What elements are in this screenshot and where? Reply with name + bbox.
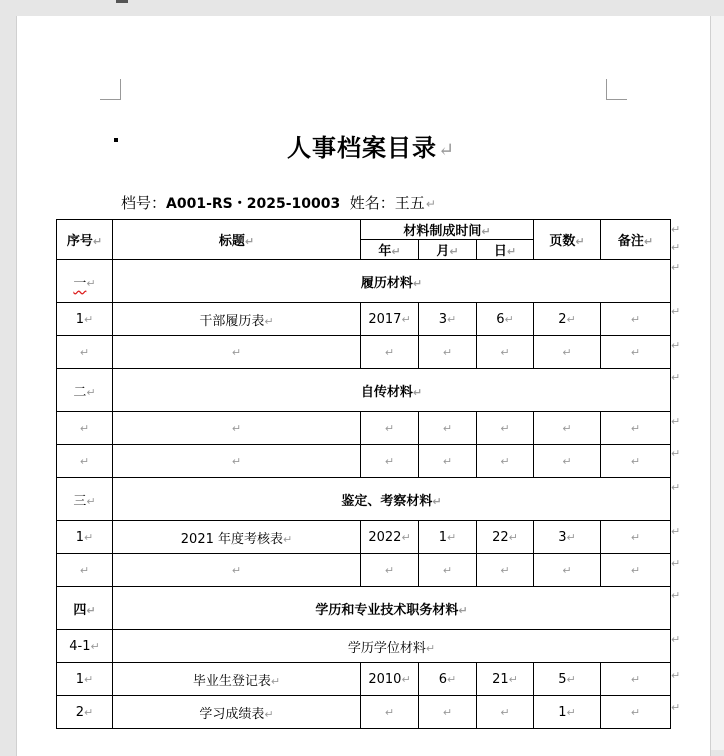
person-name: 王五 bbox=[394, 194, 425, 212]
row-month[interactable]: ↵ bbox=[419, 554, 477, 587]
table-row bbox=[57, 445, 671, 478]
row-title[interactable]: ↵ bbox=[113, 554, 361, 587]
row-remarks[interactable]: ↵ bbox=[601, 696, 671, 729]
section-number[interactable]: 二↵ bbox=[57, 369, 113, 412]
row-year[interactable]: 2022↵ bbox=[361, 521, 419, 554]
row-number[interactable]: 1↵ bbox=[57, 521, 113, 554]
header-pages: 页数↵ bbox=[534, 220, 601, 260]
row-month[interactable]: ↵ bbox=[419, 445, 477, 478]
subsection-row bbox=[57, 630, 671, 663]
file-info-line bbox=[121, 192, 436, 213]
subsection-number[interactable]: 4-1↵ bbox=[57, 630, 113, 663]
table-row bbox=[57, 696, 671, 729]
file-no-label: 档号： bbox=[121, 194, 167, 212]
row-day[interactable]: 21↵ bbox=[477, 663, 534, 696]
row-pages[interactable]: ↵ bbox=[534, 336, 601, 369]
row-day[interactable]: 6↵ bbox=[477, 303, 534, 336]
table-row bbox=[57, 412, 671, 445]
section-title[interactable]: 鉴定、考察材料↵ bbox=[113, 478, 671, 521]
row-remarks[interactable]: ↵ bbox=[601, 303, 671, 336]
title-text: 人事档案目录 bbox=[287, 133, 437, 162]
row-day[interactable]: ↵ bbox=[477, 554, 534, 587]
row-pages[interactable]: 2↵ bbox=[534, 303, 601, 336]
crop-mark-top-left bbox=[100, 79, 121, 100]
row-day[interactable]: ↵ bbox=[477, 412, 534, 445]
section-title[interactable]: 学历和专业技术职务材料↵ bbox=[113, 587, 671, 630]
row-remarks[interactable]: ↵ bbox=[601, 336, 671, 369]
row-remarks[interactable]: ↵ bbox=[601, 412, 671, 445]
header-title: 标题↵ bbox=[113, 220, 361, 260]
page-title bbox=[287, 128, 455, 163]
row-title[interactable]: ↵ bbox=[113, 412, 361, 445]
table-row bbox=[57, 303, 671, 336]
section-title[interactable]: 自传材料↵ bbox=[113, 369, 671, 412]
row-remarks[interactable]: ↵ bbox=[601, 445, 671, 478]
name-label: 姓名： bbox=[349, 194, 395, 212]
row-day[interactable]: ↵ bbox=[477, 696, 534, 729]
row-number[interactable]: ↵ bbox=[57, 412, 113, 445]
row-year[interactable]: ↵ bbox=[361, 445, 419, 478]
row-pages[interactable]: ↵ bbox=[534, 554, 601, 587]
row-number[interactable]: 2↵ bbox=[57, 696, 113, 729]
row-number[interactable]: ↵ bbox=[57, 445, 113, 478]
table-row bbox=[57, 336, 671, 369]
table-row bbox=[57, 521, 671, 554]
row-title[interactable]: 2021 年度考核表↵ bbox=[113, 521, 361, 554]
paragraph-mark-icon: ↵ bbox=[438, 138, 456, 161]
row-month[interactable]: ↵ bbox=[419, 696, 477, 729]
file-no: A001-RS・2025-10003 bbox=[166, 196, 341, 212]
section-number[interactable]: 四↵ bbox=[57, 587, 113, 630]
header-remarks: 备注↵ bbox=[601, 220, 671, 260]
row-title[interactable]: 毕业生登记表↵ bbox=[113, 663, 361, 696]
paragraph-mark-icon: ↵ bbox=[425, 197, 436, 211]
row-number[interactable]: ↵ bbox=[57, 336, 113, 369]
subsection-title[interactable]: 学历学位材料↵ bbox=[113, 630, 671, 663]
row-number[interactable]: 1↵ bbox=[57, 663, 113, 696]
list-bullet-mark bbox=[114, 138, 118, 142]
row-title[interactable]: 干部履历表↵ bbox=[113, 303, 361, 336]
section-number[interactable]: 一↵ bbox=[57, 260, 113, 303]
section-number[interactable]: 三↵ bbox=[57, 478, 113, 521]
row-month[interactable]: ↵ bbox=[419, 412, 477, 445]
row-pages[interactable]: 3↵ bbox=[534, 521, 601, 554]
row-pages[interactable]: ↵ bbox=[534, 445, 601, 478]
row-month[interactable]: 1↵ bbox=[419, 521, 477, 554]
header-month: 月↵ bbox=[419, 240, 477, 260]
row-year[interactable]: ↵ bbox=[361, 696, 419, 729]
table-row bbox=[57, 554, 671, 587]
row-title[interactable]: 学习成绩表↵ bbox=[113, 696, 361, 729]
row-remarks[interactable]: ↵ bbox=[601, 554, 671, 587]
header-seq: 序号↵ bbox=[57, 220, 113, 260]
row-day[interactable]: 22↵ bbox=[477, 521, 534, 554]
row-month[interactable]: ↵ bbox=[419, 336, 477, 369]
row-day[interactable]: ↵ bbox=[477, 336, 534, 369]
row-year[interactable]: 2010↵ bbox=[361, 663, 419, 696]
row-year[interactable]: ↵ bbox=[361, 554, 419, 587]
scrollbar-track[interactable] bbox=[710, 16, 724, 750]
row-year[interactable]: ↵ bbox=[361, 336, 419, 369]
row-remarks[interactable]: ↵ bbox=[601, 663, 671, 696]
row-title[interactable]: ↵ bbox=[113, 445, 361, 478]
ruler-tab bbox=[116, 0, 128, 3]
row-pages[interactable]: 5↵ bbox=[534, 663, 601, 696]
row-year[interactable]: 2017↵ bbox=[361, 303, 419, 336]
section-row bbox=[57, 260, 671, 303]
row-day[interactable]: ↵ bbox=[477, 445, 534, 478]
header-day: 日↵ bbox=[477, 240, 534, 260]
row-number[interactable]: ↵ bbox=[57, 554, 113, 587]
section-row bbox=[57, 369, 671, 412]
section-row bbox=[57, 478, 671, 521]
table-row bbox=[57, 663, 671, 696]
section-row bbox=[57, 587, 671, 630]
row-number[interactable]: 1↵ bbox=[57, 303, 113, 336]
row-year[interactable]: ↵ bbox=[361, 412, 419, 445]
row-pages[interactable]: 1↵ bbox=[534, 696, 601, 729]
row-pages[interactable]: ↵ bbox=[534, 412, 601, 445]
header-year: 年↵ bbox=[361, 240, 419, 260]
header-time-group: 材料制成时间↵ bbox=[361, 220, 534, 240]
row-month[interactable]: 6↵ bbox=[419, 663, 477, 696]
row-title[interactable]: ↵ bbox=[113, 336, 361, 369]
archive-catalog-table bbox=[56, 219, 671, 729]
row-month[interactable]: 3↵ bbox=[419, 303, 477, 336]
crop-mark-top-right bbox=[606, 79, 627, 100]
row-remarks[interactable]: ↵ bbox=[601, 521, 671, 554]
section-title[interactable]: 履历材料↵ bbox=[113, 260, 671, 303]
